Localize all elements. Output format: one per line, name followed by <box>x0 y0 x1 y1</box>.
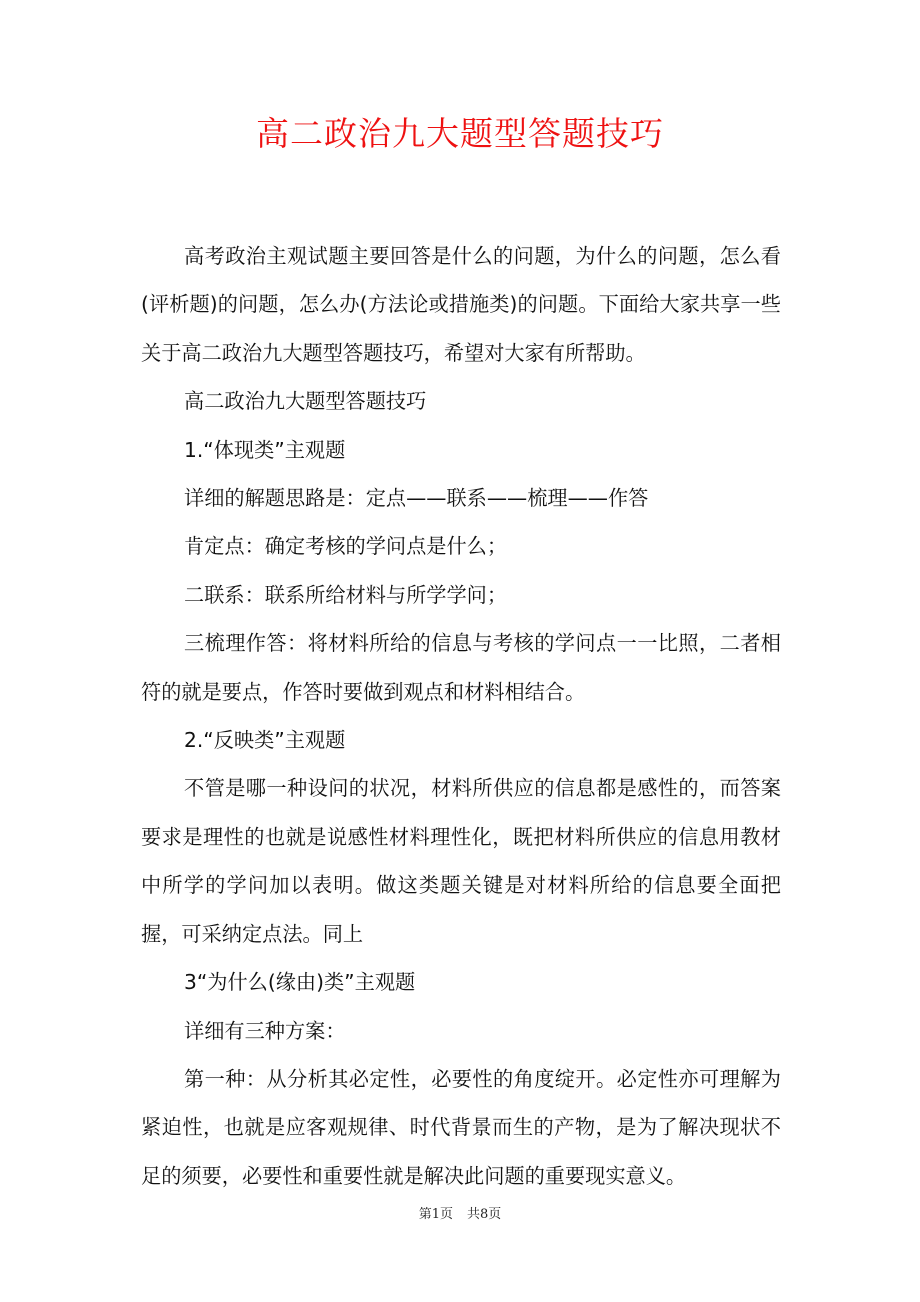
paragraph-plan-1: 第一种：从分析其必定性，必要性的角度绽开。必定性亦可理解为紧迫性，也就是应客观规律、时代背景而生的产物，是为了解决现状不足的须要，必要性和重要性就是解决此问题的重要现实意义。 <box>141 1066 781 1188</box>
document-body <box>141 232 781 1200</box>
paragraph-approach: 详细的解题思路是：定点——联系——梳理——作答 <box>184 486 649 511</box>
paragraph-step-3: 三梳理作答：将材料所给的信息与考核的学问点一一比照，二者相符的就是要点，作答时要做到观点和材料相结合。 <box>141 631 781 704</box>
paragraph-step-2: 二联系：联系所给材料与所学学问； <box>184 582 508 607</box>
paragraph-section-heading: 高二政治九大题型答题技巧 <box>184 389 427 414</box>
page-footer <box>0 1205 920 1225</box>
paragraph-step-1: 肯定点：确定考核的学问点是什么； <box>184 534 508 559</box>
page-total: 共8页 <box>467 1207 502 1222</box>
paragraph-three-plans: 详细有三种方案： <box>184 1018 346 1043</box>
document-title: 高二政治九大题型答题技巧 <box>256 114 664 153</box>
page-number: 第1页 <box>418 1207 453 1222</box>
paragraph-heading-2: 2.“反映类”主观题 <box>184 728 346 753</box>
paragraph-intro: 高考政治主观试题主要回答是什么的问题，为什么的问题，怎么看(评析题)的问题，怎么办(方法论或措施类)的问题。下面给大家共享一些关于高二政治九大题型答题技巧，希望对大家有所帮助。 <box>141 244 781 365</box>
paragraph-reflect-body: 不管是哪一种设问的状况，材料所供应的信息都是感性的，而答案要求是理性的也就是说感性材料理性化，既把材料所供应的信息用教材中所学的学问加以表明。做这类题关键是对材料所给的信息要全面把握，可采纳定点法。同上 <box>141 776 781 946</box>
paragraph-heading-3: 3“为什么(缘由)类”主观题 <box>184 970 416 995</box>
paragraph-heading-1: 1.“体现类”主观题 <box>184 437 346 462</box>
